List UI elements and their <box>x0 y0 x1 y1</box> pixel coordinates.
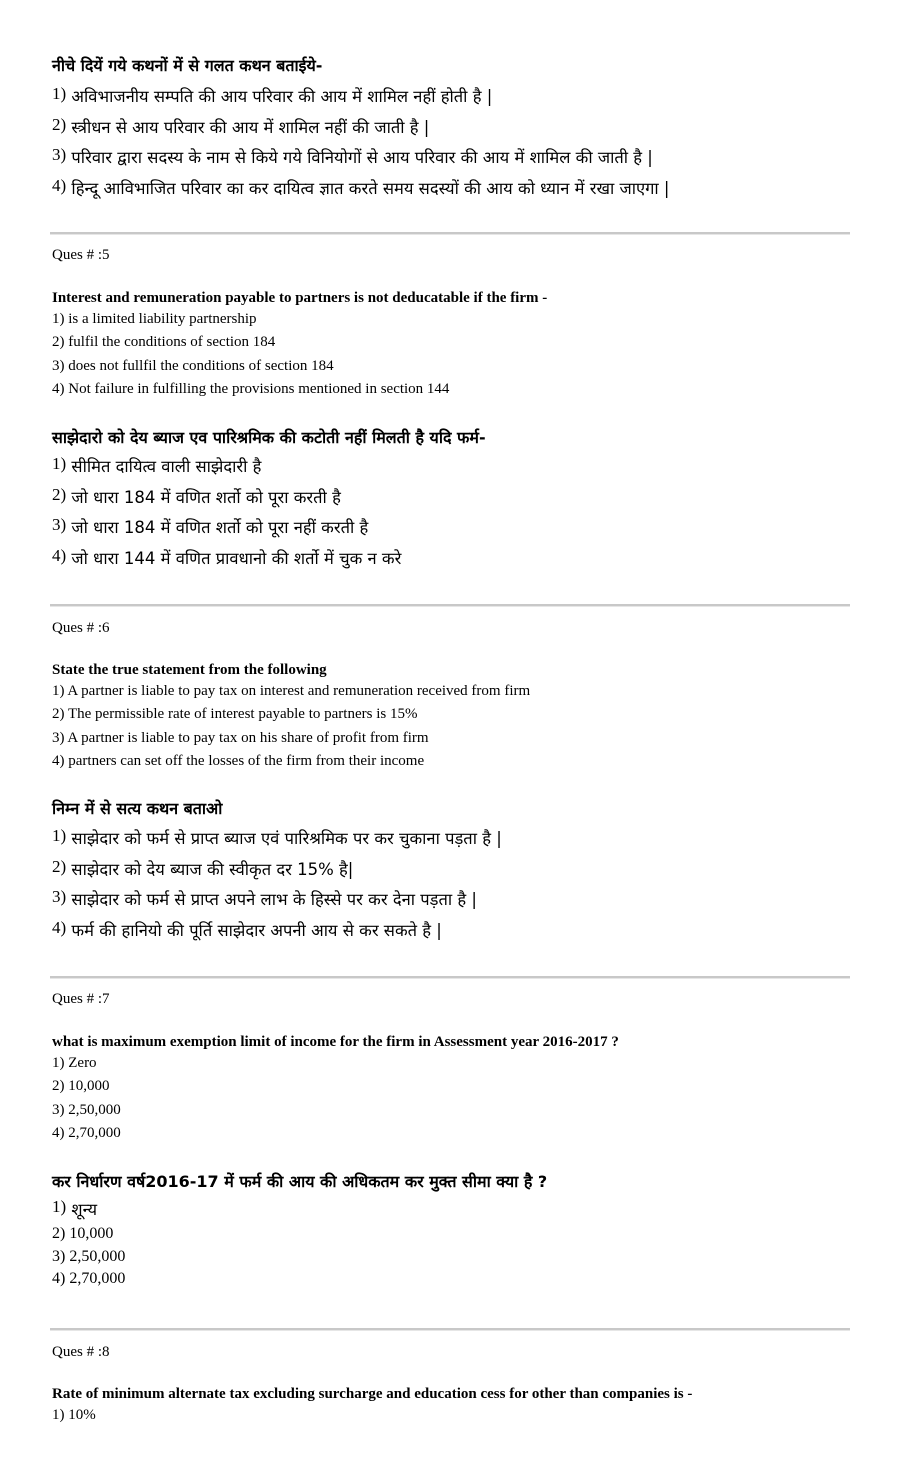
q6-hindi-block <box>52 798 852 946</box>
q7-hindi-option-2: 2) 10,000 <box>52 1225 114 1242</box>
question-number-8: Ques # :8 <box>52 1344 110 1360</box>
divider <box>50 1328 850 1331</box>
question-number-7: Ques # :7 <box>52 991 110 1007</box>
question-number-6: Ques # :6 <box>52 620 110 636</box>
q6-english-question: State the true statement from the following <box>52 662 327 678</box>
q5-english-option-2: 2) fulfil the conditions of section 184 <box>52 334 276 351</box>
q4-hindi-option-2: 2) स्त्रीधन से आय परिवार की आय में शामिल नहीं की जाती है | <box>52 114 430 137</box>
q8-english-option-1: 1) 10% <box>52 1407 96 1423</box>
q7-hindi-option-3: 3) 2,50,000 <box>52 1247 126 1265</box>
q7-english-option-3: 3) 2,50,000 <box>52 1101 121 1118</box>
question-number-5: Ques # :5 <box>52 247 110 263</box>
q4-hindi-option-4: 4) हिन्दू आविभाजित परिवार का कर दायित्व ज्ञात करते समय सदस्यों की आय को ध्यान में रखा जाएगा | <box>52 175 670 198</box>
q4-hindi-option-1: 1) अविभाजनीय सम्पति की आय परिवार की आय में शामिल नहीं होती है | <box>52 84 493 106</box>
q5-hindi-block <box>52 427 852 574</box>
q5-english-option-1: 1) is a limited liability partnership <box>52 311 257 327</box>
q7-english-option-4: 4) 2,70,000 <box>52 1124 121 1141</box>
divider <box>50 976 850 979</box>
q7-hindi-option-4: 4) 2,70,000 <box>52 1270 126 1288</box>
q5-hindi-option-2: 2) जो धारा 184 में वणित शर्तो को पूरा करती है <box>52 484 341 507</box>
q6-hindi-option-4: 4) फर्म की हानियो की पूर्ति साझेदार अपनी आय से कर सकते है | <box>52 917 442 940</box>
q6-english-option-2: 2) The permissible rate of interest payable to partners is 15% <box>52 706 418 723</box>
q7-english-option-2: 2) 10,000 <box>52 1078 110 1095</box>
q5-hindi-option-3: 3) जो धारा 184 में वणित शर्तो को पूरा नहीं करती है <box>52 515 369 537</box>
q7-english-block <box>52 1032 852 1145</box>
q5-hindi-option-4: 4) जो धारा 144 में वणित प्रावधानो की शर्तो में चुक न करे <box>52 545 402 568</box>
q8-english-block <box>52 1384 852 1427</box>
q5-english-question: Interest and remuneration payable to partners is not deducatable if the firm - <box>52 290 548 306</box>
q8-english-question: Rate of minimum alternate tax excluding surcharge and education cess for other than companies is - <box>52 1386 693 1402</box>
divider <box>50 232 850 235</box>
q6-english-option-1: 1) A partner is liable to pay tax on interest and remuneration received from firm <box>52 683 531 699</box>
q6-english-option-4: 4) partners can set off the losses of the firm from their income <box>52 752 425 769</box>
q5-hindi-option-1: 1) सीमित दायित्व वाली साझेदारी है <box>52 454 262 476</box>
q7-hindi-option-1: 1) शून्य <box>52 1197 98 1219</box>
q5-hindi-question: साझेदारो को देय ब्याज एव पारिश्रमिक की कटोती नहीं मिलती है यदि फर्म- <box>52 428 486 447</box>
q5-english-option-4: 4) Not failure in fulfilling the provisions mentioned in section 144 <box>52 380 450 397</box>
q7-hindi-question: कर निर्धारण वर्ष2016-17 में फर्म की आय की अधिकतम कर मुक्त सीमा क्या है ? <box>52 1172 548 1191</box>
q7-hindi-block <box>52 1171 852 1291</box>
divider <box>50 604 850 607</box>
q4-hindi-question: नीचे दियें गये कथनों में से गलत कथन बताईये- <box>52 56 323 75</box>
q5-english-option-3: 3) does not fullfil the conditions of section 184 <box>52 357 334 374</box>
q6-english-block <box>52 660 852 773</box>
q4-hindi-option-3: 3) परिवार द्वारा सदस्य के नाम से किये गये विनियोगों से आय परिवार की आय में शामिल की जाती है | <box>52 145 653 167</box>
q6-hindi-option-3: 3) साझेदार को फर्म से प्राप्त अपने लाभ के हिस्से पर कर देना पड़ता है | <box>52 887 477 909</box>
q7-english-question: what is maximum exemption limit of income for the firm in Assessment year 2016-2017 ? <box>52 1034 619 1050</box>
q6-hindi-question: निम्न में से सत्य कथन बताओ <box>52 799 223 818</box>
q7-english-option-1: 1) Zero <box>52 1055 97 1071</box>
q4-hindi-block <box>52 55 852 204</box>
q5-english-block <box>52 288 852 401</box>
q6-hindi-option-2: 2) साझेदार को देय ब्याज की स्वीकृत दर 15% है| <box>52 856 354 879</box>
q6-hindi-option-1: 1) साझेदार को फर्म से प्राप्त ब्याज एवं पारिश्रमिक पर कर चुकाना पड़ता है | <box>52 826 502 848</box>
q6-english-option-3: 3) A partner is liable to pay tax on his share of profit from firm <box>52 729 429 746</box>
